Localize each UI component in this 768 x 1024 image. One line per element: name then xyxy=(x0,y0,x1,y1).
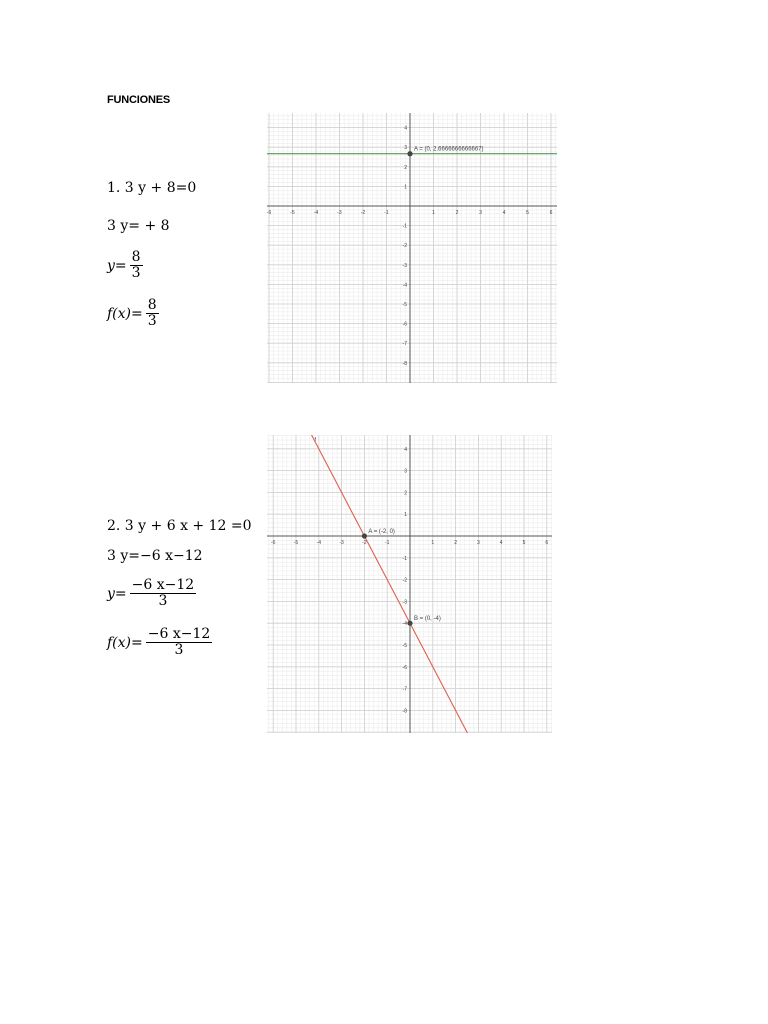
fraction-numerator: 8 xyxy=(131,249,141,265)
x-tick-label: 3 xyxy=(479,210,482,216)
x-tick-label: -2 xyxy=(360,210,366,216)
fraction-numerator: 8 xyxy=(147,297,157,313)
point-marker xyxy=(407,621,412,626)
y-tick-label: 2 xyxy=(404,164,407,171)
fraction-denominator: 3 xyxy=(131,265,141,281)
fraction-numerator: −6 x−12 xyxy=(131,577,195,593)
y-tick-label: -3 xyxy=(402,262,407,269)
x-tick-label: -6 xyxy=(267,210,272,216)
point-marker xyxy=(407,151,412,156)
fraction-denominator: 3 xyxy=(147,313,157,329)
problem1-step4 xyxy=(107,298,159,329)
x-tick-label: 2 xyxy=(454,540,457,546)
x-tick-label: 1 xyxy=(431,540,435,546)
x-tick-label: -6 xyxy=(270,540,276,546)
x-tick-label: 1 xyxy=(432,210,435,216)
y-tick-label: 3 xyxy=(404,145,407,152)
problem2-equation xyxy=(107,518,252,534)
problem1-line3-lhs: y= xyxy=(107,257,127,274)
y-tick-label: -2 xyxy=(402,243,407,250)
fraction-denominator: 3 xyxy=(158,593,168,609)
point-label: B = (0, -4) xyxy=(414,616,441,623)
problem1-step2 xyxy=(107,218,170,234)
x-tick-label: -1 xyxy=(384,540,390,546)
y-tick-label: 4 xyxy=(404,125,407,132)
x-tick-label: -5 xyxy=(293,540,299,546)
y-tick-label: -6 xyxy=(402,664,407,671)
x-tick-label: -3 xyxy=(339,540,344,546)
y-tick-label: -2 xyxy=(402,577,407,584)
problem2-step2 xyxy=(107,548,203,564)
y-tick-label: -7 xyxy=(402,341,407,348)
x-tick-label: 4 xyxy=(499,540,503,546)
x-tick-label: -1 xyxy=(384,210,389,216)
problem1-line2: 3 y= + 8 xyxy=(107,218,170,234)
problem2-fraction-y xyxy=(130,578,197,609)
fraction-numerator: −6 x−12 xyxy=(147,626,211,642)
x-tick-label: 5 xyxy=(522,540,526,546)
x-tick-label: -3 xyxy=(337,210,342,216)
y-tick-label: -4 xyxy=(402,621,407,628)
x-tick-label: 6 xyxy=(545,540,549,546)
problem1-fraction-f xyxy=(146,298,159,329)
fraction-denominator: 3 xyxy=(174,642,184,658)
x-tick-label: -4 xyxy=(313,210,319,216)
x-tick-label: 2 xyxy=(455,210,459,216)
y-tick-label: 4 xyxy=(404,446,407,453)
x-tick-label: 5 xyxy=(526,210,529,216)
problem1-line1: 1. 3 y + 8=0 xyxy=(107,180,197,196)
graph-1 xyxy=(267,113,557,383)
y-tick-label: -7 xyxy=(402,686,407,693)
page-title: FUNCIONES xyxy=(107,94,170,106)
y-tick-label: 1 xyxy=(404,512,407,519)
point-label: A = (-2, 0) xyxy=(368,529,395,535)
x-tick-label: -5 xyxy=(290,210,295,216)
problem2-line1: 2. 3 y + 6 x + 12 =0 xyxy=(107,518,252,534)
point-label: A = (0, 2.6666666666667) xyxy=(414,146,484,153)
y-tick-label: -8 xyxy=(402,708,407,715)
problem2-line4-lhs: f(x)= xyxy=(107,634,143,651)
y-tick-label: -8 xyxy=(402,360,407,367)
problem2-step4 xyxy=(107,627,212,658)
x-tick-label: -4 xyxy=(316,540,322,546)
y-tick-label: -3 xyxy=(402,599,407,606)
problem1-line4-lhs: f(x)= xyxy=(107,305,143,322)
y-tick-label: 1 xyxy=(404,184,407,191)
problem1-fraction-y xyxy=(130,250,143,281)
y-tick-label: -1 xyxy=(402,555,407,562)
point-marker xyxy=(362,533,367,538)
problem2-line3-lhs: y= xyxy=(107,585,127,602)
problem1-step3 xyxy=(107,250,143,281)
x-tick-label: 6 xyxy=(549,210,553,216)
problem1-equation xyxy=(107,180,196,196)
y-tick-label: 3 xyxy=(404,468,407,475)
problem2-step3 xyxy=(107,578,196,609)
y-tick-label: -5 xyxy=(402,302,407,308)
function-label: f xyxy=(314,437,316,443)
graph-2 xyxy=(267,435,552,733)
y-tick-label: -1 xyxy=(402,223,407,230)
y-tick-label: -6 xyxy=(402,321,407,328)
x-tick-label: -2 xyxy=(362,540,367,546)
problem2-fraction-f xyxy=(146,627,213,658)
x-tick-label: 4 xyxy=(502,210,506,216)
y-tick-label: -5 xyxy=(402,643,407,649)
y-tick-label: 2 xyxy=(404,490,407,497)
x-tick-label: 3 xyxy=(477,540,480,546)
problem2-line2: 3 y=−6 x−12 xyxy=(107,548,203,564)
y-tick-label: -4 xyxy=(402,282,407,289)
